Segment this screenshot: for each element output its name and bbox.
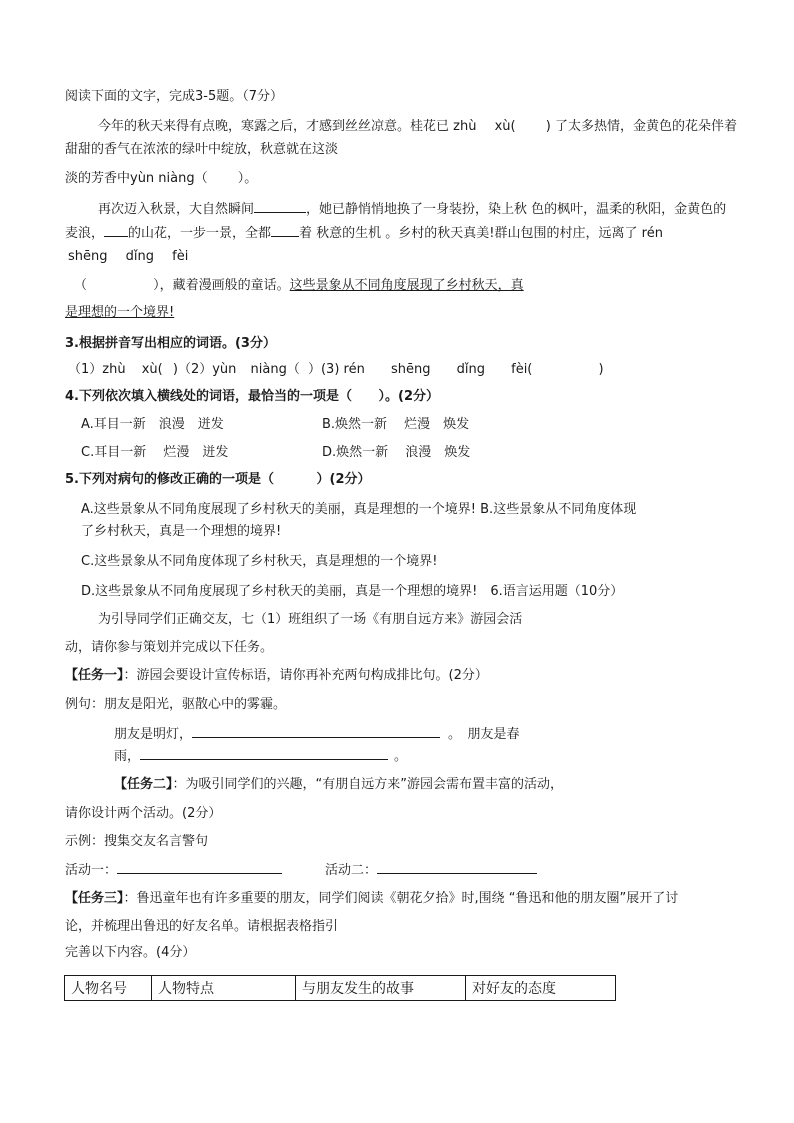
task2-line2: 请你设计两个活动。(2分） (65, 806, 222, 821)
task1-answer-line2 (114, 747, 407, 766)
task3-line1 (65, 890, 678, 908)
friend-table (64, 975, 616, 1001)
passage-text: 今年的秋天来得有点晚，寒露之后，才感到丝丝凉意。桂花已 zhù (98, 119, 477, 134)
task1-example: 例句：朋友是阳光，驱散心中的雾霾。 (65, 697, 287, 712)
q5-option-d[interactable]: D.这些景象从不同角度展现了乡村秋天的美丽，真是一个理想的境界! 6.语言运用题（10分） (81, 584, 624, 599)
table-header-cell: 与朋友发生的故事 (296, 976, 466, 1001)
q4-stem (65, 388, 439, 406)
q4-option-d[interactable]: D.焕然一新 浪漫 焕发 (322, 445, 471, 460)
passage-text: 着 秋意的生机 。乡村的秋天真美!群山包围的村庄，远离了 rén (299, 226, 663, 241)
q5-stem-text: 5.下列对病句的修改正确的一项是（ (65, 472, 274, 487)
q4-stem-text: 4.下列依次填入横线处的词语，最恰当的一项是（ (65, 389, 352, 404)
task1-heading: 【任务一】 (65, 668, 124, 683)
passage-text: xù( (494, 119, 516, 134)
table-header-cell: 人物特点 (152, 976, 296, 1001)
task3-line2: 论，并梳理出鲁迅的好友名单。请根据表格指引 (65, 919, 339, 934)
q5-option-c[interactable]: C.这些景象从不同角度体现了乡村秋天，真是理想的一个境界! (81, 554, 438, 569)
fill-blank[interactable] (271, 224, 299, 237)
table-header-row (65, 976, 616, 1001)
passage-text: 再次迈入秋景，大自然瞬间 (98, 202, 255, 217)
passage-p2-line3: shēng dǐng fèi (68, 249, 189, 264)
passage-p1-line2: 甜甜的香气在浓浓的绿叶中绽放，秋意就在这淡 (65, 142, 339, 157)
passage-text: ) 了太多热情，金黄色的花朵伴着 (545, 119, 737, 134)
fill-blank[interactable] (104, 224, 128, 237)
answer-blank-2[interactable] (140, 747, 388, 760)
pinyin-item: niàng（ (250, 362, 300, 377)
pinyin-item: ) (598, 362, 604, 377)
activity-1-blank[interactable] (117, 861, 282, 874)
passage-p2-line4 (74, 277, 524, 295)
task3-heading: 【任务三】 (65, 891, 124, 906)
q6-intro-line1: 为引导同学们正确交友，七（1）班组织了一场《有朋自远方来》游园会活 (98, 612, 523, 627)
pinyin-item: fèi( (511, 362, 533, 377)
q4-option-a[interactable]: A.耳目一新 浪漫 迸发 (81, 417, 224, 432)
passage-text: （ (74, 278, 88, 293)
task2-example: 示例：搜集交友名言警句 (65, 834, 209, 849)
pinyin-item: ）(3) rén (307, 362, 365, 377)
q5-option-b-cont[interactable]: 了乡村秋天，真是一个理想的境界! (81, 524, 282, 539)
passage-p2-line2 (65, 224, 663, 243)
q4-option-b[interactable]: B.焕然一新 烂漫 焕发 (322, 417, 470, 432)
activity-2-blank[interactable] (377, 861, 537, 874)
passage-p1-line1 (98, 118, 737, 136)
passage-text: ），藏着漫画般的童话。 (153, 278, 290, 293)
task1-line (65, 667, 488, 685)
table-header-cell: 人物名号 (65, 976, 152, 1001)
answer-text: 。 (394, 749, 408, 764)
task3-line3: 完善以下内容。(4分） (65, 945, 196, 960)
table-header-cell: 对好友的态度 (466, 976, 616, 1001)
q5-stem (65, 471, 371, 489)
passage-text: ）。 (237, 171, 258, 186)
task1-text: ：游园会要设计宣传标语，请你再补充两句构成排比句。(2分） (123, 668, 488, 683)
q5-stem-end: ）(2分） (316, 472, 371, 487)
passage-p2-line1 (98, 200, 726, 219)
answer-prefix: 朋友是明灯， (114, 727, 193, 742)
passage-p2-line5: 是理想的一个境界! (65, 305, 175, 320)
task2-heading: 【任务二】 (114, 777, 173, 792)
answer-blank-1[interactable] (192, 725, 440, 738)
q4-stem-end: ）。(2分） (378, 389, 440, 404)
underlined-sentence: 这些景象从不同角度展现了乡村秋天，真 (289, 278, 524, 293)
q3-stem: 3.根据拼音写出相应的词语。(3分） (65, 336, 276, 351)
answer-text: 。 朋友是春 (448, 727, 520, 742)
pinyin-item: xù( (141, 362, 163, 377)
pinyin-item: dǐng (456, 362, 485, 377)
activity-1 (65, 861, 282, 880)
task2-line (114, 776, 563, 794)
passage-text: ，她已静悄悄地换了一身装扮，染上秋 色的枫叶，温柔的秋阳，金黄色的 (306, 202, 727, 217)
pinyin-item: )（2）yùn (172, 362, 237, 377)
pinyin-item: （1）zhù (68, 362, 126, 377)
q3-items (68, 361, 604, 379)
fill-blank[interactable] (254, 200, 306, 213)
passage-text: 淡的芳香中yùn niàng（ (65, 171, 208, 186)
q6-intro-line2: 动，请你参与策划并完成以下任务。 (65, 640, 274, 655)
passage-text: 的山花，一步一景，全都 (128, 226, 272, 241)
pinyin-item: shēng (390, 362, 431, 377)
q4-option-c[interactable]: C.耳目一新 烂漫 迸发 (81, 445, 229, 460)
answer-prefix: 雨， (114, 749, 141, 764)
reading-intro: 阅读下面的文字，完成3-5题。（7分） (65, 89, 284, 104)
task1-answer-line1 (114, 725, 520, 744)
task3-text: ：鲁迅童年也有许多重要的朋友，同学们阅读《朝花夕拾》时,围绕 “鲁迅和他的朋友圈”展开了讨 (123, 891, 679, 906)
passage-p1-line3 (65, 170, 257, 188)
activity-2-label: 活动二： (325, 863, 378, 878)
q5-option-ab[interactable]: A.这些景象从不同角度展现了乡村秋天的美丽，真是理想的一个境界! B.这些景象从不同角度体现 (81, 502, 637, 517)
activity-2 (325, 861, 537, 880)
activity-1-label: 活动一： (65, 863, 118, 878)
task2-text: ：为吸引同学们的兴趣，“有朋自远方来”游园会需布置丰富的活动， (172, 777, 563, 792)
passage-text: 麦浪， (65, 226, 105, 241)
